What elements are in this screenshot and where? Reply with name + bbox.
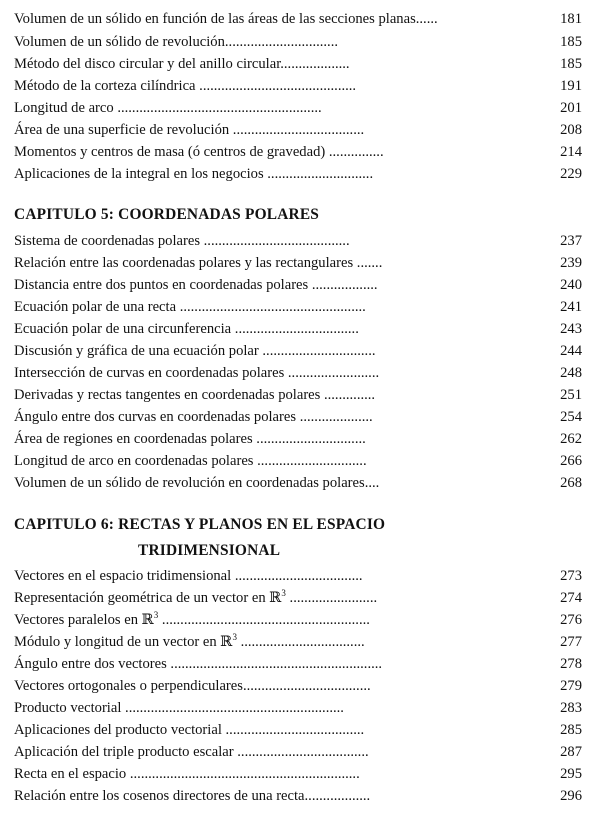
entry-page: 278 [560, 656, 582, 672]
entry-title: Momentos y centros de masa (ó centros de gravedad) ............... [14, 144, 384, 160]
entry-title: Recta en el espacio ............................................................... [14, 766, 360, 782]
entry-page: 229 [560, 166, 582, 182]
entry-title: Aplicaciones del producto vectorial ...................................... [14, 722, 365, 738]
toc-entry [14, 786, 582, 806]
entry-title: Derivadas y rectas tangentes en coordenadas polares .............. [14, 387, 376, 403]
toc-entry [14, 742, 582, 762]
entry-page: 296 [560, 788, 582, 804]
entry-page: 241 [560, 299, 582, 315]
entry-title: Discusión y gráfica de una ecuación polar ............................... [14, 343, 376, 359]
entry-page: 251 [560, 387, 582, 403]
toc-entry [14, 98, 582, 118]
entry-page: 185 [560, 56, 582, 72]
entry-title: Aplicación del triple producto escalar .................................... [14, 744, 369, 760]
toc-entry [14, 164, 582, 184]
entry-page: 285 [560, 722, 582, 738]
entry-page: 279 [560, 678, 582, 694]
entry-page: 283 [560, 700, 582, 716]
entry-title [14, 632, 365, 652]
toc-entry [14, 297, 582, 317]
entry-title: Volumen de un sólido de revolución............................... [14, 34, 339, 50]
toc-entry [14, 319, 582, 339]
entry-page: 208 [560, 122, 582, 138]
toc-entry [14, 610, 582, 630]
toc-entry [14, 407, 582, 427]
entry-title: Ángulo entre dos curvas en coordenadas polares .................... [14, 409, 373, 425]
entry-title: Volumen de un sólido de revolución en coordenadas polares.... [14, 475, 380, 491]
entry-title: Área de regiones en coordenadas polares .............................. [14, 431, 366, 447]
entry-title: Distancia entre dos puntos en coordenadas polares .................. [14, 277, 378, 293]
chapter-5-heading: CAPITULO 5: COORDENADAS POLARES [14, 206, 320, 223]
entry-title-text: Representación geométrica de un vector en ℝ [14, 590, 282, 606]
entry-title: Longitud de arco ........................................................ [14, 100, 322, 116]
entry-page: 287 [560, 744, 582, 760]
toc-entry [14, 9, 582, 29]
superscript: 3 [281, 588, 286, 599]
entry-page: 239 [560, 255, 582, 271]
entry-page: 244 [560, 343, 582, 359]
entry-title-text: Vectores paralelos en ℝ [14, 612, 154, 628]
chapter-6-heading: CAPITULO 6: RECTAS Y PLANOS EN EL ESPACIO [14, 516, 386, 533]
entry-page: 201 [560, 100, 582, 116]
entry-page: 214 [560, 144, 582, 160]
entry-page: 254 [560, 409, 582, 425]
entry-title: Ángulo entre dos vectores .......................................................... [14, 656, 383, 672]
entry-title: Vectores ortogonales o perpendiculares................................... [14, 678, 371, 694]
entry-title: Relación entre los cosenos directores de una recta.................. [14, 788, 371, 804]
entry-title: Volumen de un sólido en función de las áreas de las secciones planas...... [14, 11, 438, 27]
entry-title-text: Módulo y longitud de un vector en ℝ [14, 634, 233, 650]
toc-entry [14, 429, 582, 449]
entry-title: Método de la corteza cilíndrica ........................................... [14, 78, 357, 94]
entry-page: 274 [560, 590, 582, 606]
toc-entry [14, 32, 582, 52]
entry-title: Ecuación polar de una recta ................................................... [14, 299, 366, 315]
toc-entry [14, 764, 582, 784]
toc-entry [14, 76, 582, 96]
toc-entry [14, 341, 582, 361]
toc-entry [14, 451, 582, 471]
entry-page: 185 [560, 34, 582, 50]
superscript: 3 [232, 632, 237, 643]
entry-title: Intersección de curvas en coordenadas polares ......................... [14, 365, 380, 381]
toc-entry [14, 676, 582, 696]
toc-entry [14, 363, 582, 383]
entry-page: 277 [560, 634, 582, 650]
entry-title: Longitud de arco en coordenadas polares .............................. [14, 453, 367, 469]
entry-page: 181 [560, 11, 582, 27]
toc-entry [14, 275, 582, 295]
entry-title: Método del disco circular y del anillo circular................... [14, 56, 350, 72]
toc-entry [14, 253, 582, 273]
entry-title: Área de una superficie de revolución .................................... [14, 122, 365, 138]
entry-leader: ........................ [285, 590, 378, 606]
entry-title [14, 610, 370, 630]
toc-entry [14, 566, 582, 586]
toc-entry [14, 231, 582, 251]
entry-title: Sistema de coordenadas polares ........................................ [14, 233, 350, 249]
entry-page: 273 [560, 568, 582, 584]
superscript: 3 [153, 610, 159, 621]
entry-page: 191 [560, 78, 582, 94]
entry-title: Vectores en el espacio tridimensional ................................... [14, 568, 363, 584]
entry-page: 268 [560, 475, 582, 491]
entry-page: 262 [560, 431, 582, 447]
entry-title: Producto vectorial ............................................................ [14, 700, 344, 716]
toc-entry [14, 54, 582, 74]
entry-title: Relación entre las coordenadas polares y las rectangulares ....... [14, 255, 383, 271]
toc-entry [14, 654, 582, 674]
entry-page: 295 [560, 766, 582, 782]
entry-title: Ecuación polar de una circunferencia .................................. [14, 321, 359, 337]
entry-leader: ......................................................... [158, 612, 370, 628]
toc-entry [14, 632, 582, 652]
toc-entry [14, 142, 582, 162]
toc-entry [14, 385, 582, 405]
toc-entry [14, 473, 582, 493]
toc-entry [14, 720, 582, 740]
entry-leader: .................................. [236, 634, 365, 650]
entry-page: 243 [560, 321, 582, 337]
entry-title: Aplicaciones de la integral en los negocios ............................. [14, 166, 374, 182]
entry-page: 237 [560, 233, 582, 249]
toc-entry [14, 120, 582, 140]
chapter-6-heading-continuation: TRIDIMENSIONAL [138, 542, 281, 559]
toc-entry [14, 698, 582, 718]
entry-page: 248 [560, 365, 582, 381]
toc-entry [14, 588, 582, 608]
entry-page: 240 [560, 277, 582, 293]
entry-page: 266 [560, 453, 582, 469]
entry-page: 276 [560, 612, 582, 628]
entry-title [14, 588, 377, 608]
